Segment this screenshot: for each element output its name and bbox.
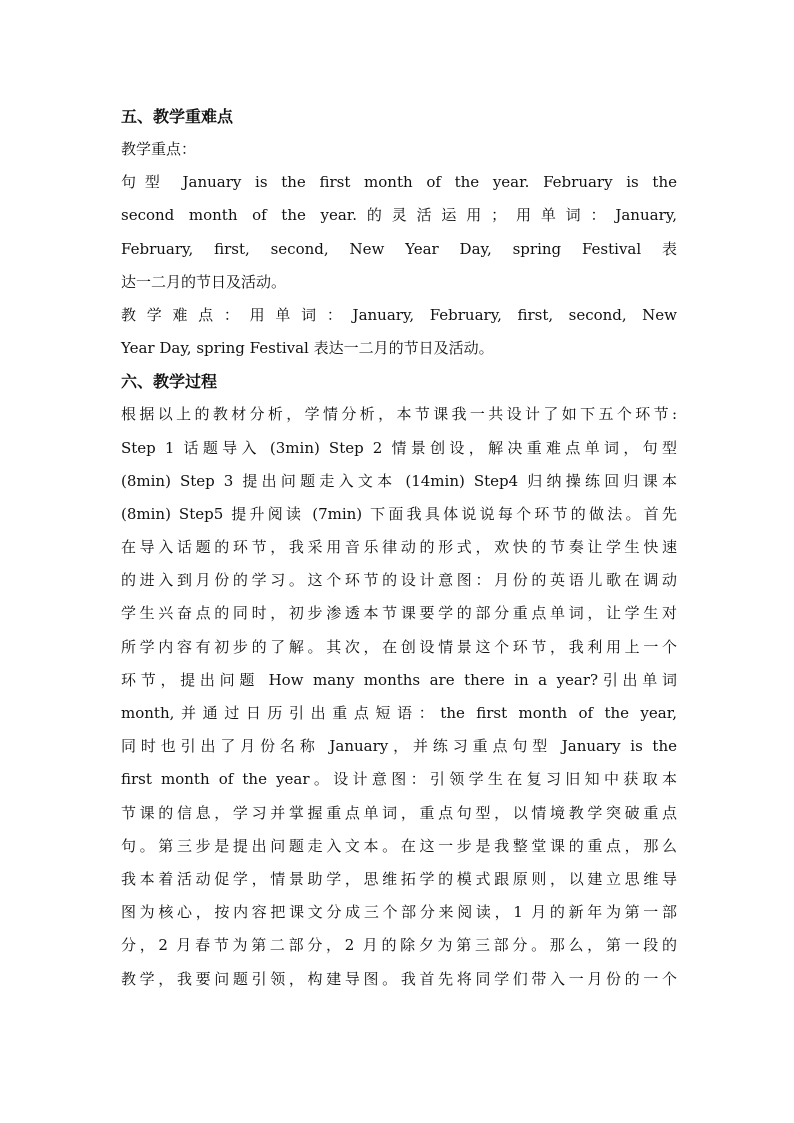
key-points-line: February, first, second, New Year Day, spring Festival 表 <box>121 239 677 258</box>
paragraph-line: Step 1 话题导入 (3min) Step 2 情景创设，解决重难点单词，句型 <box>121 438 677 457</box>
paragraph-line: 的进入到月份的学习。这个环节的设计意图：月份的英语儿歌在调动 <box>121 571 677 590</box>
paragraph-line: 环节，提出问题 How many months are there in a year?引出单词 <box>121 670 677 689</box>
paragraph-line: 同时也引出了月份名称 January，并练习重点句型 January is the <box>121 737 677 756</box>
page-content <box>121 100 677 996</box>
paragraph-line: 图为核心，按内容把课文分成三个部分来阅读，1 月的新年为第一部 <box>121 903 677 922</box>
paragraph-line: month,并通过日历引出重点短语：the first month of the year, <box>121 704 677 722</box>
paragraph-line: 分，2 月春节为第二部分，2 月的除夕为第三部分。那么，第一段的 <box>121 936 677 955</box>
paragraph-line: 节课的信息，学习并掌握重点单词，重点句型，以情境教学突破重点 <box>121 803 677 822</box>
paragraph-line: 我本着活动促学，情景助学，思维拓学的模式跟原则，以建立思维导 <box>121 869 677 888</box>
paragraph-line: first month of the year。设计意图：引领学生在复习旧知中获取本 <box>121 770 677 789</box>
section-heading-key-difficult-points: 五、教学重难点 <box>121 107 234 126</box>
paragraph-line: 句。第三步是提出问题走入文本。在这一步是我整堂课的重点，那么 <box>121 836 677 855</box>
paragraph-line: (8min) Step 3 提出问题走入文本 (14min) Step4 归纳操练回归课本 <box>121 471 677 490</box>
section-heading-teaching-process: 六、教学过程 <box>121 372 218 392</box>
difficult-points-line: Year Day, spring Festival 表达一二月的节日及活动。 <box>121 339 494 358</box>
key-points-line: second month of the year.的灵活运用；用单词：January, <box>121 206 677 225</box>
paragraph-line: (8min) Step5 提升阅读 (7min) 下面我具体说说每个环节的做法。首先 <box>121 504 677 523</box>
paragraph-line: 在导入话题的环节，我采用音乐律动的形式，欢快的节奏让学生快速 <box>121 538 677 557</box>
paragraph-line: 教学，我要问题引领，构建导图。我首先将同学们带入一月份的一个 <box>121 969 677 988</box>
paragraph-line: 所学内容有初步的了解。其次，在创设情景这个环节，我利用上一个 <box>121 637 677 656</box>
difficult-points-line: 教学难点：用单词：January, February, first, second, New <box>121 305 677 324</box>
paragraph-line: 学生兴奋点的同时，初步渗透本节课要学的部分重点单词，让学生对 <box>121 604 677 623</box>
key-points-line: 句型 January is the first month of the year. February is the <box>121 173 677 192</box>
key-points-label: 教学重点： <box>121 140 197 158</box>
paragraph-line: 根据以上的教材分析，学情分析，本节课我一共设计了如下五个环节: <box>121 405 677 424</box>
key-points-line: 达一二月的节日及活动。 <box>121 272 287 291</box>
